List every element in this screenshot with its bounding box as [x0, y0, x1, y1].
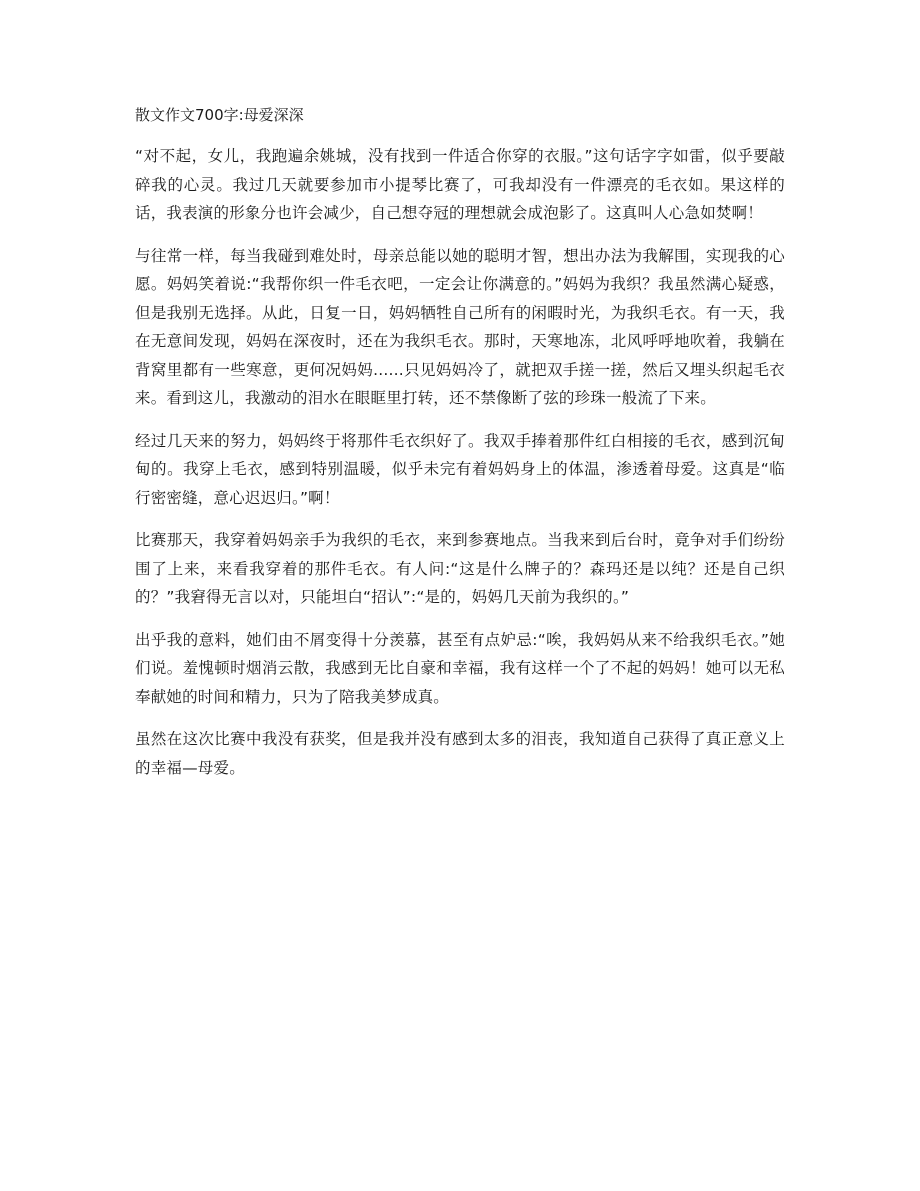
- paragraph-1: “对不起，女儿，我跑遍余姚城，没有找到一件适合你穿的衣服。”这句话字字如雷，似乎要敲碎我的心灵。我过几天就要参加市小提琴比赛了，可我却没有一件漂亮的毛衣如。果这样的话，我表演的形象分也许会减少，自己想夺冠的理想就会成泡影了。这真叫人心急如焚啊！: [135, 147, 785, 222]
- paragraph-2: 与往常一样，每当我碰到难处时，母亲总能以她的聪明才智，想出办法为我解围，实现我的心愿。妈妈笑着说:“我帮你织一件毛衣吧，一定会让你满意的。”妈妈为我织？我虽然满心疑惑，但是我别无选择。从此，日复一日，妈妈牺牲自己所有的闲暇时光，为我织毛衣。有一天，我在无意间发现，妈妈在深夜时，还在为我织毛衣。那时，天寒地冻，北风呼呼地吹着，我躺在背窝里都有一些寒意，更何况妈妈......只见妈妈冷了，就把双手搓一搓，然后又埋头织起毛衣来。看到这儿，我激动的泪水在眼眶里打转，还不禁像断了弦的珍珠一般流了下来。: [135, 246, 785, 407]
- paragraph-5: 出乎我的意料，她们由不屑变得十分羡慕，甚至有点妒忌:“唉，我妈妈从来不给我织毛衣。”她们说。羞愧顿时烟消云散，我感到无比自豪和幸福，我有这样一个了不起的妈妈！她可以无私奉献她的时间和精力，只为了陪我美梦成真。: [135, 630, 785, 706]
- document-title: 散文作文700字:母爱深深: [135, 106, 304, 124]
- paragraph-6: 虽然在这次比赛中我没有获奖，但是我并没有感到太多的泪丧，我知道自己获得了真正意义上的幸福—母爱。: [135, 730, 785, 777]
- paragraph-4: 比赛那天，我穿着妈妈亲手为我织的毛衣，来到参赛地点。当我来到后台时，竟争对手们纷纷围了上来，来看我穿着的那件毛衣。有人问:“这是什么牌子的？森玛还是以纯？还是自己织的？”我窘得无言以对，只能坦白“招认”:“是的，妈妈几天前为我织的。”: [135, 531, 785, 606]
- paragraph-3: 经过几天来的努力，妈妈终于将那件毛衣织好了。我双手捧着那件红白相接的毛衣，感到沉甸甸的。我穿上毛衣，感到特别温暖，似乎未完有着妈妈身上的体温，渗透着母爱。这真是“临行密密缝，意心迟迟归。”啊！: [135, 431, 785, 507]
- document-page: [135, 100, 785, 796]
